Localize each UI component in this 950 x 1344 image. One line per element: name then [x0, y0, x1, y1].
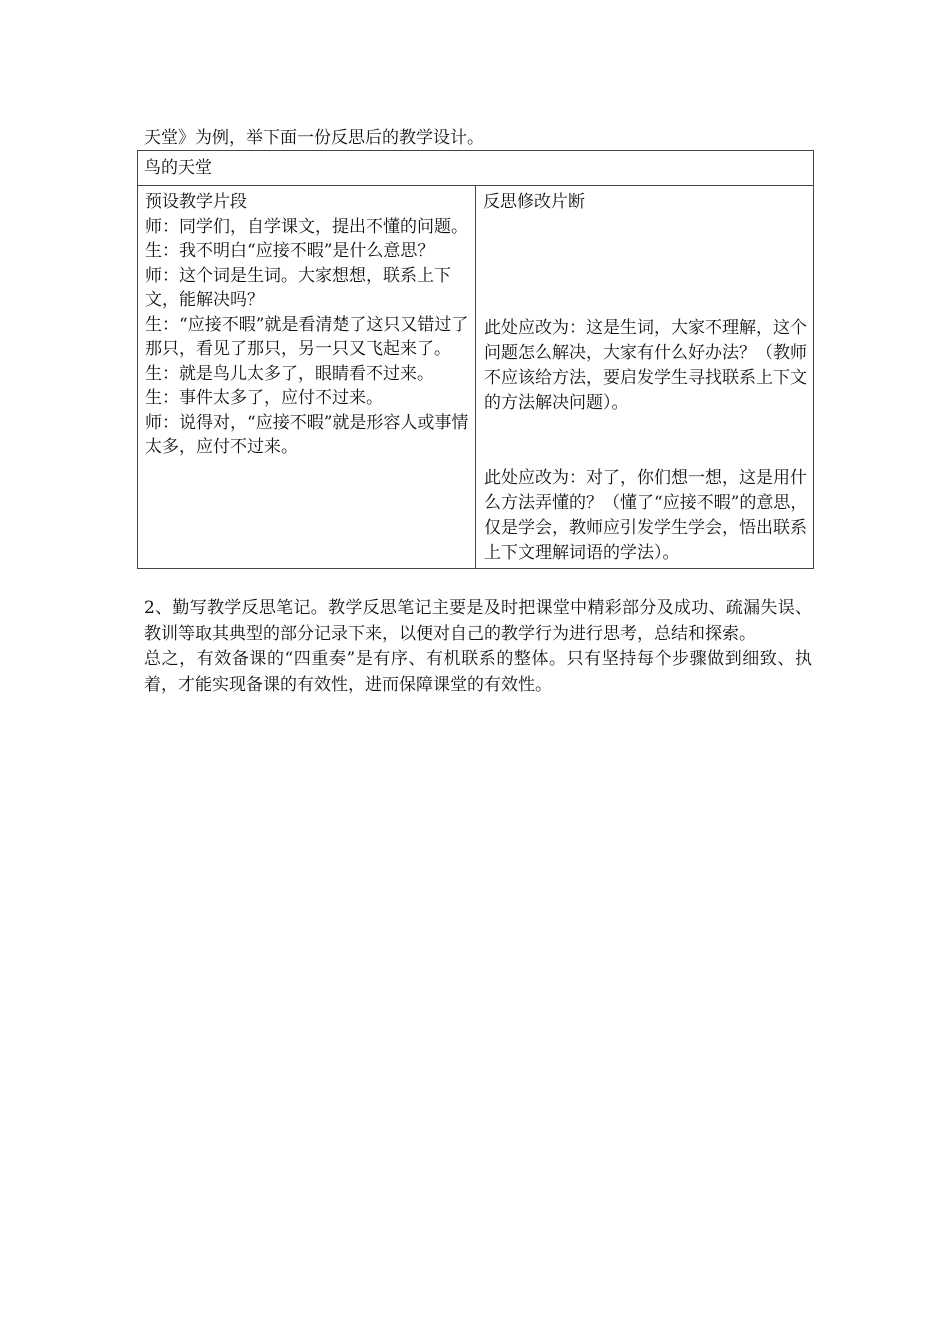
- dialogue-line: 生：事件太多了，应付不过来。: [145, 388, 383, 408]
- revision-note-1: [484, 316, 812, 416]
- preset-teaching-cell: [138, 186, 476, 569]
- right-column-header: 反思修改片断: [483, 192, 585, 212]
- paragraph: 2、勤写教学反思笔记。教学反思笔记主要是及时把课堂中精彩部分及成功、疏漏失误、教训等取其典型的部分记录下来，以便对自己的教学行为进行思考，总结和探索。: [144, 598, 812, 644]
- dialogue-line: 生：就是鸟儿太多了，眼睛看不过来。: [145, 363, 434, 384]
- paragraph: 总之，有效备课的“四重奏”是有序、有机联系的整体。只有坚持每个步骤做到细致、执着，才能实现备课的有效性，进而保障课堂的有效性。: [144, 649, 812, 695]
- dialogue-line: 师：说得对，“应接不暇”就是形容人或事情太多，应付不过来。: [145, 412, 469, 457]
- table-title-row: [138, 151, 814, 186]
- revision-note-1-text: 此处应改为：这是生词，大家不理解，这个问题怎么解决，大家有什么好办法？（教师不应该给方法，要启发学生寻找联系上下文的方法解决问题）。: [484, 318, 807, 413]
- revision-note-2: [484, 466, 812, 566]
- dialogue-line: 师：这个词是生词。大家想想，联系上下文，能解决吗？: [145, 265, 451, 310]
- intro-text: 天堂》为例，举下面一份反思后的教学设计。: [144, 128, 484, 148]
- dialogue-line: 生：“应接不暇”就是看清楚了这只又错过了那只，看见了那只，另一只又飞起来了。: [145, 314, 469, 359]
- revision-note-2-text: 此处应改为：对了，你们想一想，这是用什么方法弄懂的？（懂了“应接不暇”的意思，仅是学会，教师应引发学生学会，悟出联系上下文理解词语的学法）。: [484, 468, 808, 563]
- dialogue-line: 生：我不明白“应接不暇”是什么意思？: [145, 241, 435, 261]
- table-title: 鸟的天堂: [138, 151, 814, 186]
- left-column-header: 预设教学片段: [145, 192, 247, 212]
- dialogue-line: 师：同学们，自学课文，提出不懂的问题。: [145, 216, 468, 237]
- body-text: [144, 596, 812, 698]
